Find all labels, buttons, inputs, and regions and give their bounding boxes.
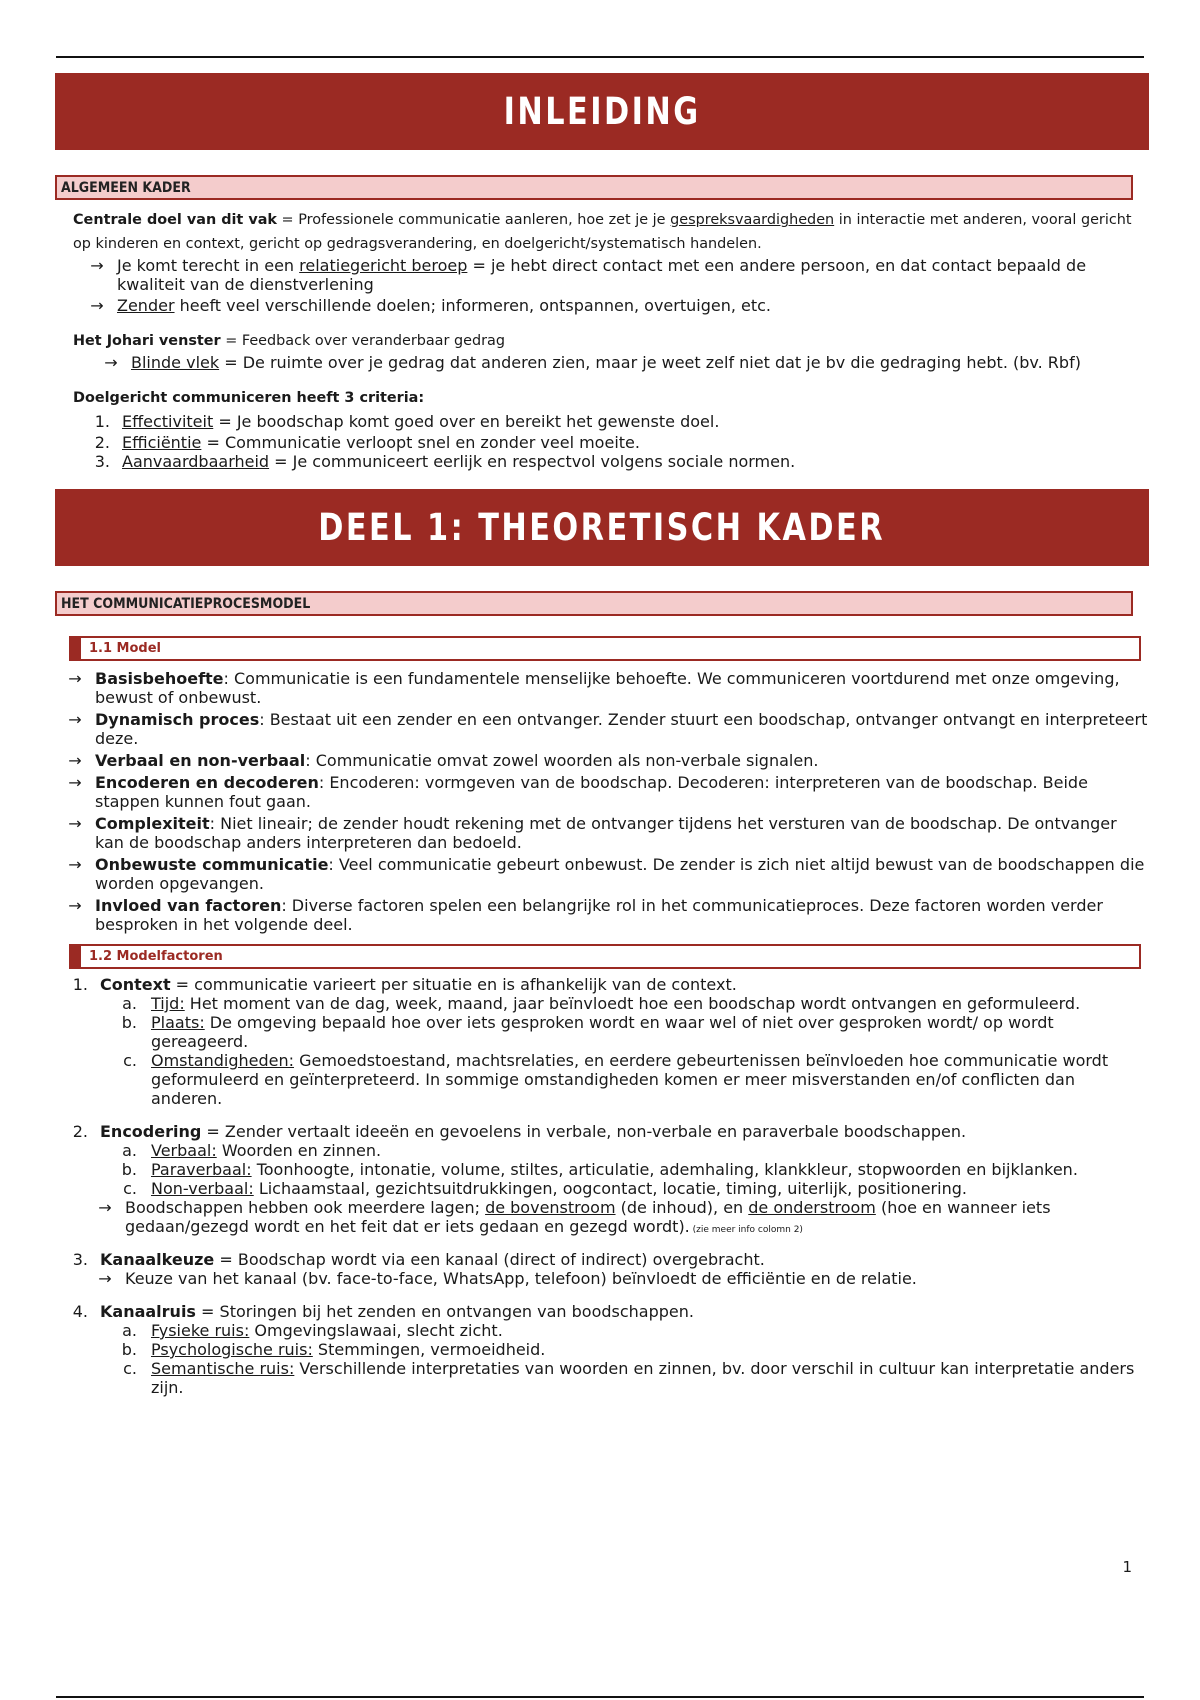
factor-subitem: a. Fysieke ruis: Omgevingslawaai, slecht zicht.	[122, 1321, 503, 1340]
factor-kanaalkeuze: 3. Kanaalkeuze = Boodschap wordt via een kanaal (direct of indirect) overgebracht.	[72, 1250, 765, 1269]
model-item: → Verbaal en non-verbaal: Communicatie omvat zowel woorden als non-verbale signalen.	[55, 751, 1149, 770]
top-rule	[56, 56, 1144, 58]
criteria-item: 1. Effectiviteit = Je boodschap komt goed over en bereikt het gewenste doel.	[94, 412, 720, 431]
criteria-item: 3. Aanvaardbaarheid = Je communiceert eerlijk en respectvol volgens sociale normen.	[94, 452, 796, 471]
arrow-item-zender: → Zender heeft veel verschillende doelen; informeren, ontspannen, overtuigen, etc.	[55, 296, 1149, 315]
factor-subitem: b. Psychologische ruis: Stemmingen, vermoeidheid.	[121, 1340, 546, 1359]
arrow-icon: →	[68, 751, 82, 770]
criteria-item: 2. Efficiëntie = Communicatie verloopt snel en zonder veel moeite.	[94, 433, 640, 452]
bottom-rule	[56, 1696, 1144, 1698]
model-item: → Basisbehoefte: Communicatie is een fundamentele menselijke behoefte. We communiceren voortdurend met onze omgeving, bewust of onbewust.	[55, 669, 1149, 707]
section-algemeen-kader: ALGEMEEN KADER	[55, 175, 1133, 200]
factor-subitem: c. Semantische ruis: Verschillende interpretaties van woorden en zinnen, bv. door verschil in cultuur kan interpretatie anders zijn.	[123, 1359, 1135, 1397]
factor-encodering: 2. Encodering = Zender vertaalt ideeën en gevoelens in verbale, non-verbale en paraverbale boodschappen.	[72, 1122, 967, 1141]
model-item: → Onbewuste communicatie: Veel communicatie gebeurt onbewust. De zender is zich niet altijd bewust van de boodschappen die worden opgevangen.	[55, 855, 1149, 893]
model-item: → Encoderen en decoderen: Encoderen: vormgeven van de boodschap. Decoderen: interpreteren van de boodschap. Beide stappen kunnen fout gaan.	[55, 773, 1149, 811]
arrow-icon: →	[68, 814, 82, 833]
johari-paragraph: Het Johari venster = Feedback over veranderbaar gedrag	[73, 333, 505, 349]
arrow-item-relatiegericht: → Je komt terecht in een relatiegericht beroep = je hebt direct contact met een andere persoon, en dat contact bepaald de kwaliteit van de dienstverlening	[55, 256, 1149, 294]
model-item: → Dynamisch proces: Bestaat uit een zender en een ontvanger. Zender stuurt een boodschap, ontvanger ontvangt en interpreteert deze.	[55, 710, 1149, 748]
factor-context: 1. Context = communicatie varieert per situatie en is afhankelijk van de context.	[72, 975, 737, 994]
page-content	[55, 73, 1149, 1397]
factor-subitem: b. Paraverbaal: Toonhoogte, intonatie, volume, stiltes, articulatie, ademhaling, klankkleur, stopwoorden en bijklanken.	[121, 1160, 1078, 1179]
subsection-modelfactoren: 1.2 Modelfactoren	[69, 944, 1141, 969]
factor-subitem: a. Tijd: Het moment van de dag, week, maand, jaar beïnvloedt hoe een boodschap wordt ontvangen en geformuleerd.	[122, 994, 1081, 1013]
arrow-icon: →	[104, 353, 118, 372]
section-communicatieprocesmodel: HET COMMUNICATIEPROCESMODEL	[55, 591, 1133, 616]
arrow-icon: →	[98, 1269, 112, 1288]
criteria-heading: Doelgericht communiceren heeft 3 criteria:	[73, 390, 425, 406]
arrow-item-kanaal: → Keuze van het kanaal (bv. face-to-face, WhatsApp, telefoon) beïnvloedt de efficiëntie en de relatie.	[55, 1269, 1149, 1288]
arrow-icon: →	[98, 1198, 112, 1217]
factor-subitem: c. Non-verbaal: Lichaamstaal, gezichtsuitdrukkingen, oogcontact, locatie, timing, uiterlijk, positionering.	[123, 1179, 967, 1198]
arrow-icon: →	[68, 855, 82, 874]
factor-subitem: b. Plaats: De omgeving bepaald hoe over iets gesproken wordt en waar wel of niet over gesproken wordt/ op wordt gereageerd.	[121, 1013, 1054, 1051]
model-item: → Invloed van factoren: Diverse factoren spelen een belangrijke rol in het communicatieproces. Deze factoren worden verder besproken in het volgende deel.	[55, 896, 1149, 934]
arrow-icon: →	[68, 669, 82, 688]
arrow-item-lagen: → Boodschappen hebben ook meerdere lagen; de bovenstroom (de inhoud), en de onderstroom (hoe en wanneer iets gedaan/gezegd wordt en het feit dat er iets gedaan en gezegd wordt). (zie meer info colomn 2)	[55, 1198, 1149, 1236]
arrow-icon: →	[90, 256, 104, 275]
centrale-doel-paragraph: Centrale doel van dit vak = Professionele communicatie aanleren, hoe zet je je gespreksvaardigheden in interactie met anderen, vooral gericht op kinderen en context, gericht op gedragsverandering, en doelgericht/systematisch handelen.	[73, 212, 1132, 252]
arrow-icon: →	[68, 773, 82, 792]
factor-subitem: c. Omstandigheden: Gemoedstoestand, machtsrelaties, en eerdere gebeurtenissen beïnvloeden hoe communicatie wordt geformuleerd en geïnterpreteerd. In sommige omstandigheden komen er meer misverstanden en/of conflicten dan anderen.	[123, 1051, 1109, 1108]
factor-kanaalruis: 4. Kanaalruis = Storingen bij het zenden en ontvangen van boodschappen.	[72, 1302, 694, 1321]
arrow-icon: →	[90, 296, 104, 315]
banner-deel-1: DEEL 1: THEORETISCH KADER	[55, 489, 1149, 566]
arrow-icon: →	[68, 710, 82, 729]
arrow-icon: →	[68, 896, 82, 915]
page-number: 1	[1122, 1558, 1132, 1576]
arrow-item-blinde-vlek: → Blinde vlek = De ruimte over je gedrag dat anderen zien, maar je weet zelf niet dat je bv die gedraging hebt. (bv. Rbf)	[55, 353, 1149, 372]
factor-subitem: a. Verbaal: Woorden en zinnen.	[122, 1141, 382, 1160]
model-item: → Complexiteit: Niet lineair; de zender houdt rekening met de ontvanger tijdens het versturen van de boodschap. De ontvanger kan de boodschap anders interpreteren dan bedoeld.	[55, 814, 1149, 852]
banner-inleiding: INLEIDING	[55, 73, 1149, 150]
subsection-model: 1.1 Model	[69, 636, 1141, 661]
